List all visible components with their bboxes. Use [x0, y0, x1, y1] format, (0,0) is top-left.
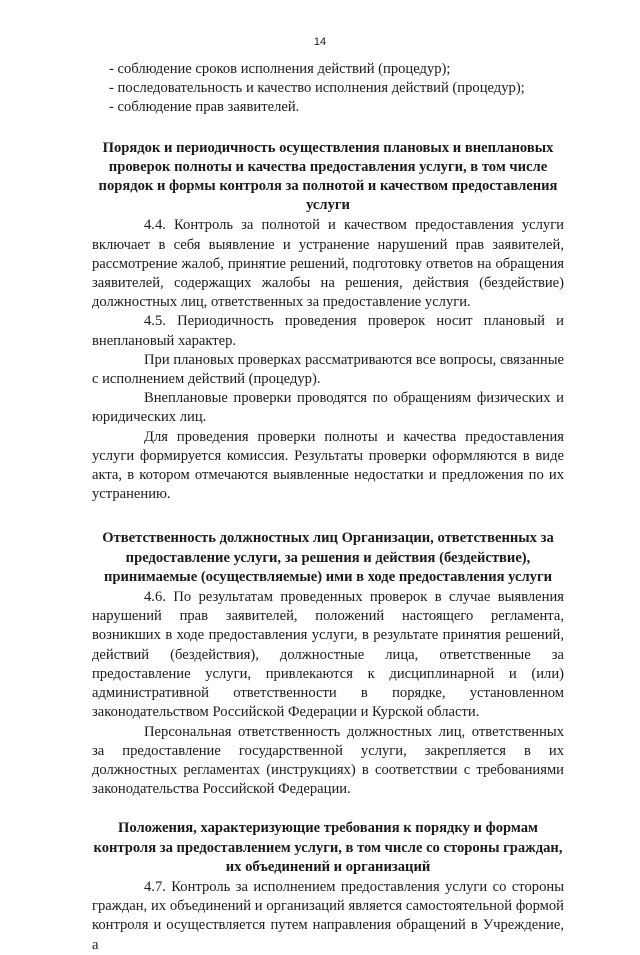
page-content [92, 60, 564, 955]
bullet-item: - соблюдение прав заявителей. [109, 99, 300, 116]
paragraph: Персональная ответственность должностных лиц, ответственных за предоставление государственной услуги, закрепляется в их должностных регламентах (инструкциях) в соответствии с требованиями законодательства Российской Федерации. [92, 723, 564, 798]
section-heading-inspections: Порядок и периодичность осуществления плановых и внеплановых проверок полноты и качества предоставления услуги, в том числе порядок и формы контроля за полнотой и качеством предоставления услуги [98, 139, 558, 214]
paragraph: 4.4. Контроль за полнотой и качеством предоставления услуги включает в себя выявление и устранение нарушений прав заявителей, рассмотрение жалоб, принятие решений, подготовку ответов на обращения заявителей, содержащих жалобы на решения, действия (бездействие) должностных лиц, ответственных за предоставление услуги. [92, 217, 564, 311]
bullet-item: - последовательность и качество исполнения действий (процедур); [109, 80, 525, 97]
paragraph: При плановых проверках рассматриваются все вопросы, связанные с исполнением действий (процедур). [92, 351, 564, 388]
paragraph: 4.5. Периодичность проведения проверок носит плановый и внеплановый характер. [92, 313, 564, 349]
section-heading-public-control: Положения, характеризующие требования к порядку и формам контроля за предоставлением услуги, в том числе со стороны граждан, их объединений и организаций [93, 820, 563, 875]
section-heading-responsibility: Ответственность должностных лиц Организации, ответственных за предоставление услуги, за решения и действия (бездействие), принимаемые (осуществляемые) ими в ходе предоставления услуги [102, 530, 554, 585]
paragraph: Внеплановые проверки проводятся по обращениям физических и юридических лиц. [92, 390, 564, 426]
page-number: 14 [313, 36, 327, 48]
paragraph: 4.7. Контроль за исполнением предоставления услуги со стороны граждан, их объединений и организаций является самостоятельной формой контроля и осуществляется путем направления обращений в Учреждение, а [92, 878, 564, 953]
bullet-item: - соблюдение сроков исполнения действий (процедур); [109, 61, 451, 77]
paragraph: Для проведения проверки полноты и качества предоставления услуги формируется комиссия. Результаты проверки оформляются в виде акта, в котором отмечаются выявленные недостатки и предложения по их устранению. [92, 428, 564, 503]
paragraph: 4.6. По результатам проведенных проверок в случае выявления нарушений прав заявителей, положений настоящего регламента, возникших в ходе предоставления услуги, в результате принятия решений, действий (бездействия), должностные лица, ответственные за предоставление услуги, привлекаются к дисциплинарной и (или) административной ответственности в порядке, установленном законодательством Российской Федерации и Курской области. [92, 589, 564, 721]
